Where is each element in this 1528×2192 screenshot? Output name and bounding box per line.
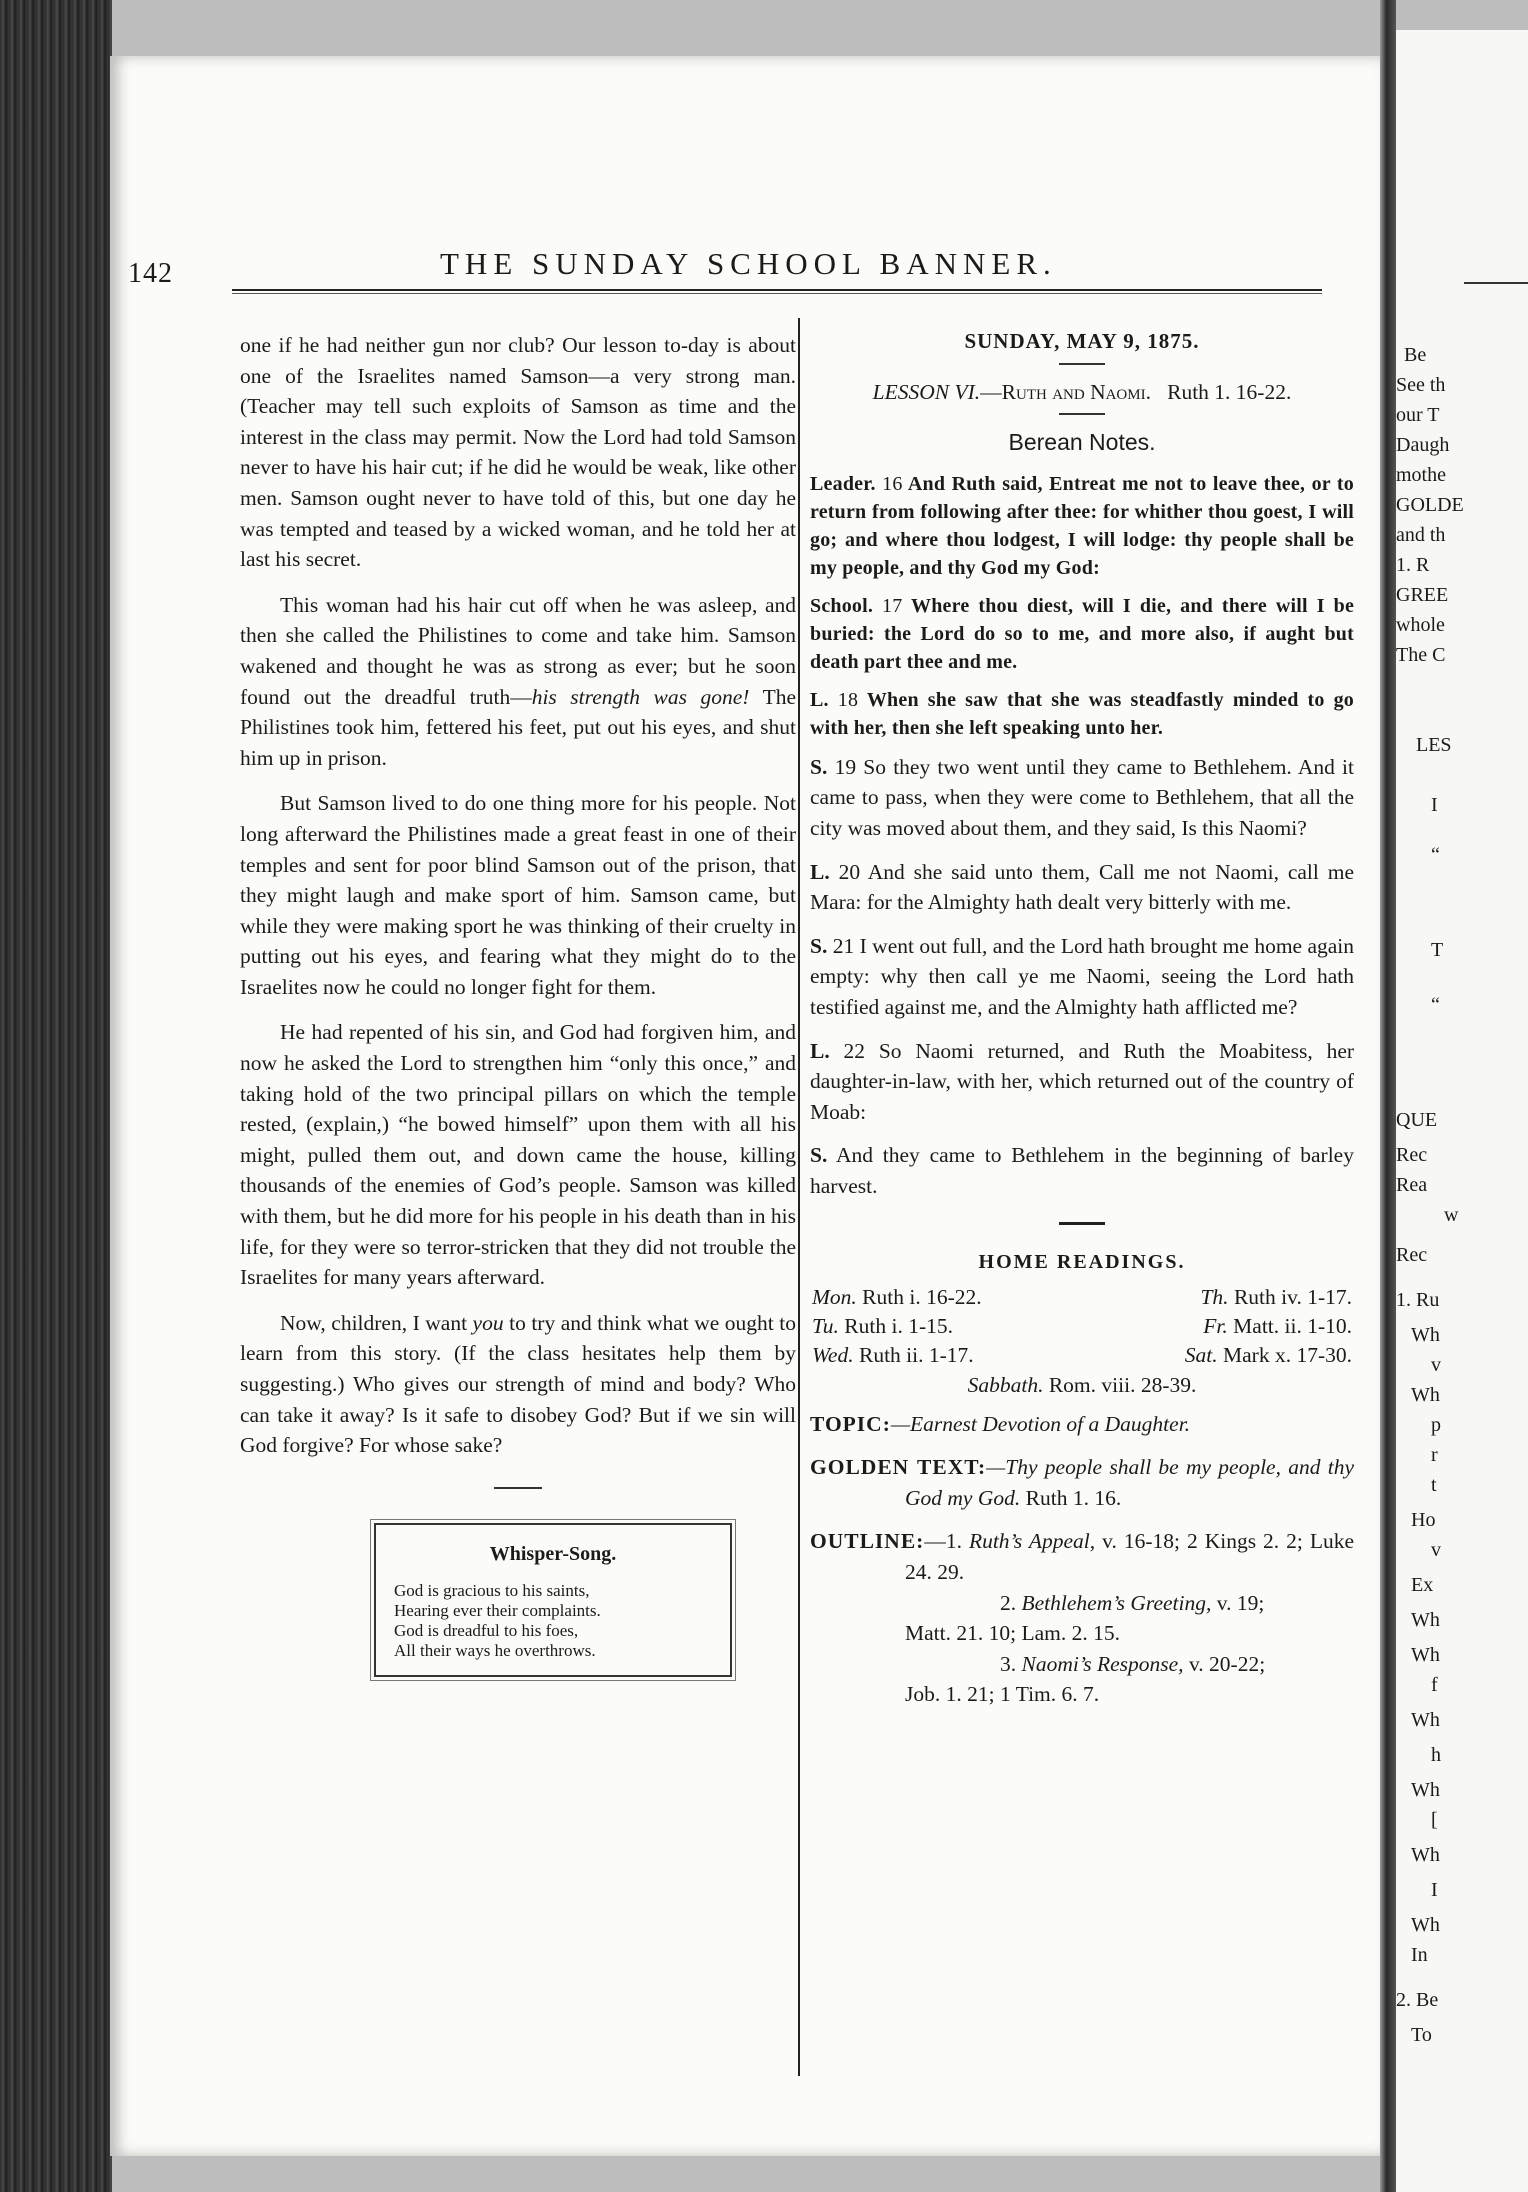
page-number: 142 (128, 258, 173, 289)
header-rule-thin (232, 293, 1322, 294)
outline (810, 1526, 1354, 1710)
adjacent-page-fragment: Rec (1396, 1244, 1428, 1266)
poem-box (374, 1523, 732, 1678)
scripture-verse: S. 19 So they two went until they came to Bethlehem. And it came to pass, when they were come to Bethlehem, that all the city was moved about them, and they said, Is this Naomi? (810, 754, 1355, 840)
paragraph: Now, children, I want you to try and think what we ought to learn from this story. (If the class hesitates help them by suggesting.) Who gives our strength of mind and body? Who can take it away? Is it safe to disobey God? But if we sin will God forgive? For whose sake? (240, 1310, 796, 1458)
adjacent-page-fragment: v (1431, 1539, 1441, 1561)
italic-word: you (472, 1310, 504, 1335)
outline-refs: Job. 1. 21; 1 Tim. 6. 7. (905, 1682, 1100, 1707)
adjacent-page-fragment: t (1431, 1474, 1437, 1496)
golden-text: GOLDEN TEXT:—Thy people shall be my people, and thy God my God. Ruth 1. 16. (810, 1455, 1355, 1510)
lesson-reference: Ruth 1. 16-22. (1167, 379, 1292, 404)
adjacent-page-fragment: I (1431, 794, 1438, 816)
adjacent-page-fragment: w (1444, 1204, 1459, 1226)
adjacent-page-fragment: T (1431, 939, 1444, 961)
adjacent-page-fragment: Wh (1411, 1324, 1440, 1346)
outline-refs: Matt. 21. 10; Lam. 2. 15. (905, 1621, 1120, 1646)
adjacent-page-fragment: Wh (1411, 1844, 1440, 1866)
adjacent-page-fragment: Wh (1411, 1779, 1440, 1801)
adjacent-page-fragment: Ho (1411, 1509, 1436, 1531)
sabbath-reading: Sabbath. Rom. viii. 28-39. (967, 1373, 1197, 1398)
table-row: Wed. Ruth ii. 1-17. Sat. Mark x. 17-30. (812, 1343, 1352, 1368)
paragraph: But Samson lived to do one thing more for his people. Not long afterward the Philistines made a great feast in one of their temples and sent for poor blind Samson out of the prison, that they might laugh and make sport of him. Samson came, but while they were making sport he was thinking of their cruelty in putting out his eyes, and fearing what they might do to the Israelites now he could no longer fight for them. (240, 791, 796, 999)
adjacent-page-fragment: GREE (1396, 584, 1449, 606)
adjacent-page-fragment: Wh (1411, 1914, 1440, 1936)
running-head: THE SUNDAY SCHOOL BANNER. (440, 246, 1057, 281)
header-rule (232, 289, 1322, 291)
adjacent-page (1396, 30, 1528, 2192)
adjacent-page-fragment: our T (1396, 404, 1440, 426)
column-divider (798, 318, 800, 2076)
adjacent-page-fragment: p (1431, 1414, 1441, 1436)
adjacent-page-fragment: QUE (1396, 1109, 1438, 1131)
responsive-verse: L. 18 When she saw that she was steadfastly minded to go with her, then she left speaking unto her. (810, 688, 1355, 739)
adjacent-page-fragment: Ex (1411, 1574, 1434, 1596)
scripture-verse: S. 21 I went out full, and the Lord hath brought me home again empty: why then call ye me Naomi, seeing the Lord hath testified against me, and the Almighty hath afflicted me? (810, 933, 1355, 1019)
adjacent-page-fragment: Rec (1396, 1144, 1428, 1166)
poem-line: All their ways he overthrows. (394, 1641, 596, 1661)
italic-phrase: his strength was gone! (531, 684, 750, 709)
adjacent-page-fragment: Wh (1411, 1609, 1440, 1631)
scripture-verse: L. 20 And she said unto them, Call me not Naomi, call me Mara: for the Almighty hath dealt very bitterly with me. (810, 859, 1354, 915)
adjacent-page-fragment: [ (1431, 1809, 1438, 1831)
adjacent-page-fragment: Be (1404, 344, 1427, 366)
adjacent-page-fragment: The C (1396, 644, 1446, 666)
paragraph: This woman had his hair cut off when he was asleep, and then she called the Philistines to come and take him. Samson wakened and thought he was as strong as ever; but he soon found out the dreadful truth—his strength was gone! The Philistines took him, fettered his feet, put out his eyes, and shut him up in prison. (240, 592, 796, 770)
adjacent-page-fragment: 1. R (1396, 554, 1430, 576)
lesson-title: —Ruth and Naomi. (980, 379, 1151, 404)
adjacent-header-rule (1464, 282, 1528, 284)
table-row: Tu. Ruth i. 1-15. Fr. Matt. ii. 1-10. (812, 1314, 1352, 1339)
topic: TOPIC:—Earnest Devotion of a Daughter. (810, 1411, 1191, 1436)
adjacent-page-fragment: mothe (1396, 464, 1446, 486)
adjacent-page-fragment: “ (1431, 994, 1440, 1016)
adjacent-page-fragment: Daugh (1396, 434, 1450, 456)
table-row: Mon. Ruth i. 16-22. Th. Ruth iv. 1-17. (812, 1285, 1352, 1310)
scripture-verse: L. 22 So Naomi returned, and Ruth the Moabitess, her daughter-in-law, with her, which returned out of the country of Moab: (810, 1038, 1355, 1124)
adjacent-page-fragment: Wh (1411, 1644, 1440, 1666)
lesson-date: SUNDAY, MAY 9, 1875. (964, 329, 1200, 353)
paragraph: He had repented of his sin, and God had forgiven him, and now he asked the Lord to strengthen him “only this once,” and taking hold of the two principal pillars on which the temple rested, (explain,) “he bowed himself” upon them with all his might, pulled them out, and down came the house, killing thousands of the enemies of God’s people. Samson was killed with them, but he did more for his people in his death than in his life, for they were so terror-stricken that they did not trouble the Israelites for many years afterward. (240, 1020, 796, 1290)
paragraph: one if he had neither gun nor club? Our lesson to-day is about one of the Israelites named Samson—a very strong man. (Teacher may tell such exploits of Samson as time and the interest in the class may permit. Now the Lord had told Samson never to have his hair cut; if he did he would be weak, like other men. Samson ought never to have told of this, but one day he was tempted and teased by a wicked woman, and he told her at last his secret. (240, 333, 796, 572)
adjacent-page-fragment: 1. Ru (1396, 1289, 1440, 1311)
poem-line: Hearing ever their complaints. (394, 1601, 601, 1621)
scripture-verse: S. And they came to Bethlehem in the beginning of barley harvest. (810, 1143, 1354, 1198)
adjacent-page-fragment: Wh (1411, 1384, 1440, 1406)
responsive-verse: School. 17 Where thou diest, will I die, and there will I be buried: the Lord do so to me, and more also, if aught but death part thee and me. (810, 594, 1355, 673)
section-heading: Berean Notes. (1008, 429, 1156, 456)
lesson-heading (810, 377, 1354, 408)
adjacent-page-fragment: 2. Be (1396, 1989, 1439, 2011)
home-readings-table (810, 1283, 1354, 1370)
responsive-verse: Leader. 16 And Ruth said, Entreat me not to leave thee, or to return from following after thee: for whither thou goest, I will go; and where thou lodgest, I will lodge: thy people shall be my people, and thy God my God: (810, 472, 1354, 579)
adjacent-page-fragment: whole (1396, 614, 1445, 636)
adjacent-page-fragment: See th (1396, 374, 1446, 396)
adjacent-page-fragment: In (1411, 1944, 1428, 1966)
date-rule (1059, 363, 1105, 365)
section-rule (494, 1487, 542, 1489)
adjacent-page-fragment: f (1431, 1674, 1438, 1696)
section-rule (1059, 1222, 1105, 1225)
right-column (810, 326, 1354, 1710)
adjacent-page-fragment: h (1431, 1744, 1441, 1766)
outline-point: OUTLINE:—1. Ruth’s Appeal, v. 16-18; 2 Kings 2. 2; Luke 24. 29. (810, 1529, 1355, 1585)
adjacent-page-fragment: and th (1396, 524, 1446, 546)
adjacent-page-fragment: I (1431, 1879, 1438, 1901)
lesson-rule (1059, 413, 1105, 415)
outline-point: 2. Bethlehem’s Greeting, v. 19; (1000, 1590, 1265, 1615)
outline-point: 3. Naomi’s Response, v. 20-22; (1000, 1651, 1266, 1676)
adjacent-page-fragment: r (1431, 1444, 1438, 1466)
adjacent-page-fragment: GOLDE (1396, 494, 1464, 516)
poem-title: Whisper-Song. (489, 1542, 617, 1565)
book-binding (0, 0, 112, 2192)
adjacent-page-fragment: Rea (1396, 1174, 1428, 1196)
page-gutter (1380, 0, 1396, 2192)
left-column (240, 330, 796, 1677)
home-readings-title: HOME READINGS. (978, 1250, 1186, 1273)
adjacent-page-fragment: To (1411, 2024, 1432, 2046)
lesson-number: LESSON VI. (872, 379, 981, 404)
adjacent-page-fragment: v (1431, 1354, 1441, 1376)
adjacent-page-fragment: Wh (1411, 1709, 1440, 1731)
adjacent-page-fragment: LES (1416, 734, 1452, 756)
adjacent-page-fragment: “ (1431, 844, 1440, 866)
poem-line: God is gracious to his saints, (394, 1581, 590, 1601)
poem-line: God is dreadful to his foes, (394, 1621, 579, 1641)
